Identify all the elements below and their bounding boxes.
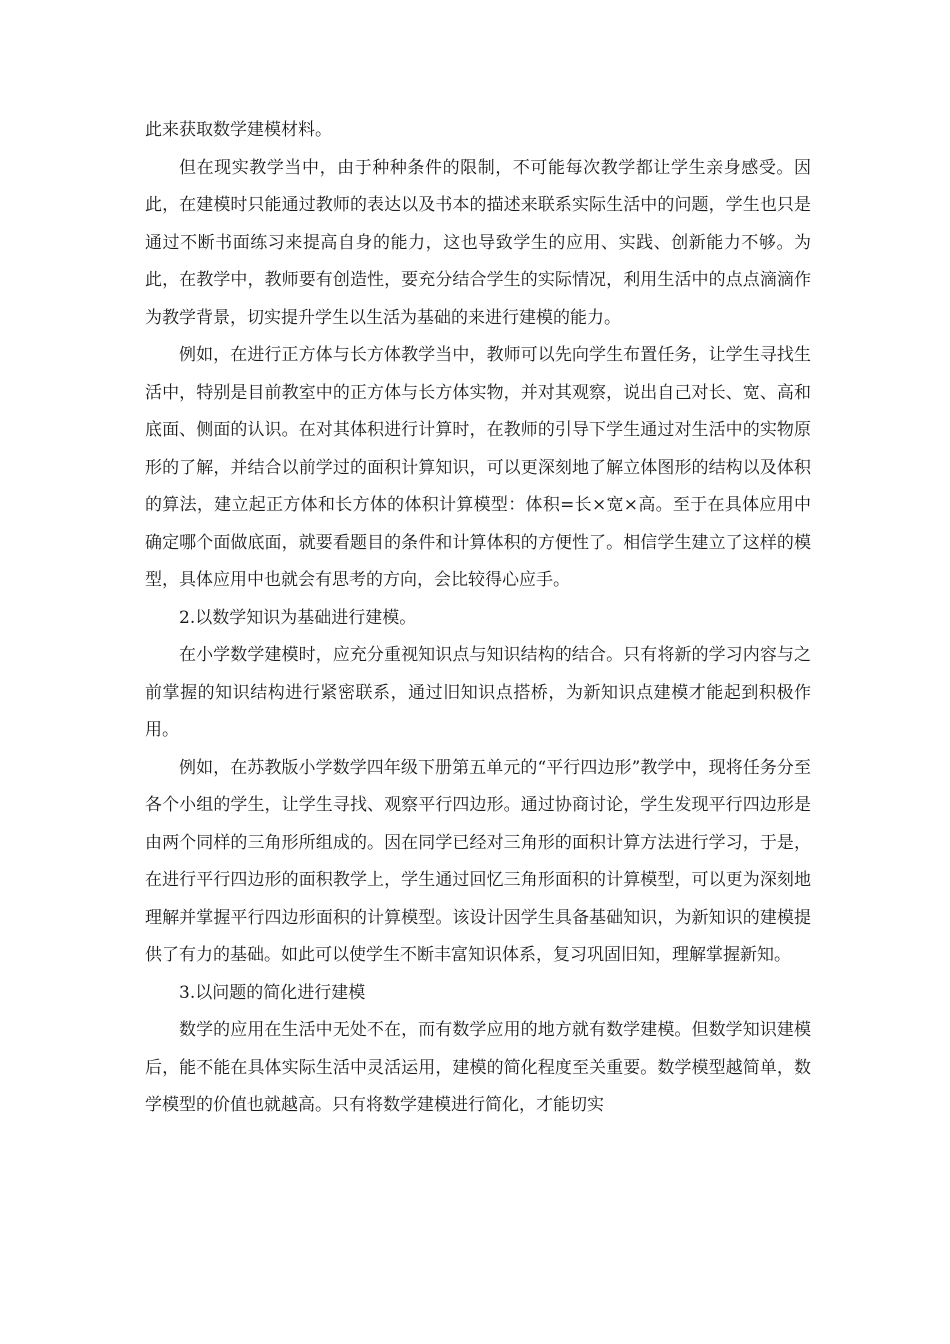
paragraph-parallelogram-example: 例如，在苏教版小学数学四年级下册第五单元的“平行四边形”教学中，现将任务分至各个小组的学生，让学生寻找、观察平行四边形。通过协商讨论，学生发现平行四边形是由两个同样的三角形所组成的。因在同学已经对三角形的面积计算方法进行学习，于是，在进行平行四边形的面积教学上，学生通过回忆三角形面积的计算模型，可以更为深刻地理解并掌握平行四边形面积的计算模型。该设计因学生具备基础知识，为新知识的建模提供了有力的基础。如此可以使学生不断丰富知识体系，复习巩固旧知，理解掌握新知。 [145, 757, 811, 965]
section-heading-simplification-modeling: 3.以问题的简化进行建模 [179, 982, 366, 1003]
paragraph-cube-example: 例如，在进行正方体与长方体教学当中，教师可以先向学生布置任务，让学生寻找生活中，特别是目前教室中的正方体与长方体实物，并对其观察，说出自己对长、宽、高和底面、侧面的认识。在对其体积进行计算时，在教师的引导下学生通过对生活中的实物原形的了解，并结合以前学过的面积计算知识，可以更深刻地了解立体图形的结构以及体积的算法，建立起正方体和长方体的体积计算模型：体积=长×宽×高。至于在具体应用中确定哪个面做底面，就要看题目的条件和计算体积的方便性了。相信学生建立了这样的模型，具体应用中也就会有思考的方向，会比较得心应手。 [145, 345, 811, 590]
paragraph-simplification: 数学的应用在生活中无处不在，而有数学应用的地方就有数学建模。但数学知识建模后，能不能在具体实际生活中灵活运用，建模的简化程度至关重要。数学模型越简单，数学模型的价值也就越高。只有将数学建模进行简化，才能切实 [145, 1020, 811, 1115]
document-body [145, 112, 811, 1125]
paragraph-continuation: 此来获取数学建模材料。 [145, 120, 332, 140]
paragraph-knowledge-structure: 在小学数学建模时，应充分重视知识点与知识结构的结合。只有将新的学习内容与之前掌握的知识结构进行紧密联系，通过旧知识点搭桥，为新知识点建模才能起到积极作用。 [145, 645, 811, 740]
section-heading-knowledge-modeling: 2.以数学知识为基础进行建模。 [179, 607, 417, 628]
paragraph-reality-teaching: 但在现实教学当中，由于种种条件的限制，不可能每次教学都让学生亲身感受。因此，在建模时只能通过教师的表达以及书本的描述来联系实际生活中的问题，学生也只是通过不断书面练习来提高自身的能力，这也导致学生的应用、实践、创新能力不够。为此，在教学中，教师要有创造性，要充分结合学生的实际情况，利用生活中的点点滴滴作为教学背景，切实提升学生以生活为基础的来进行建模的能力。 [145, 157, 811, 328]
